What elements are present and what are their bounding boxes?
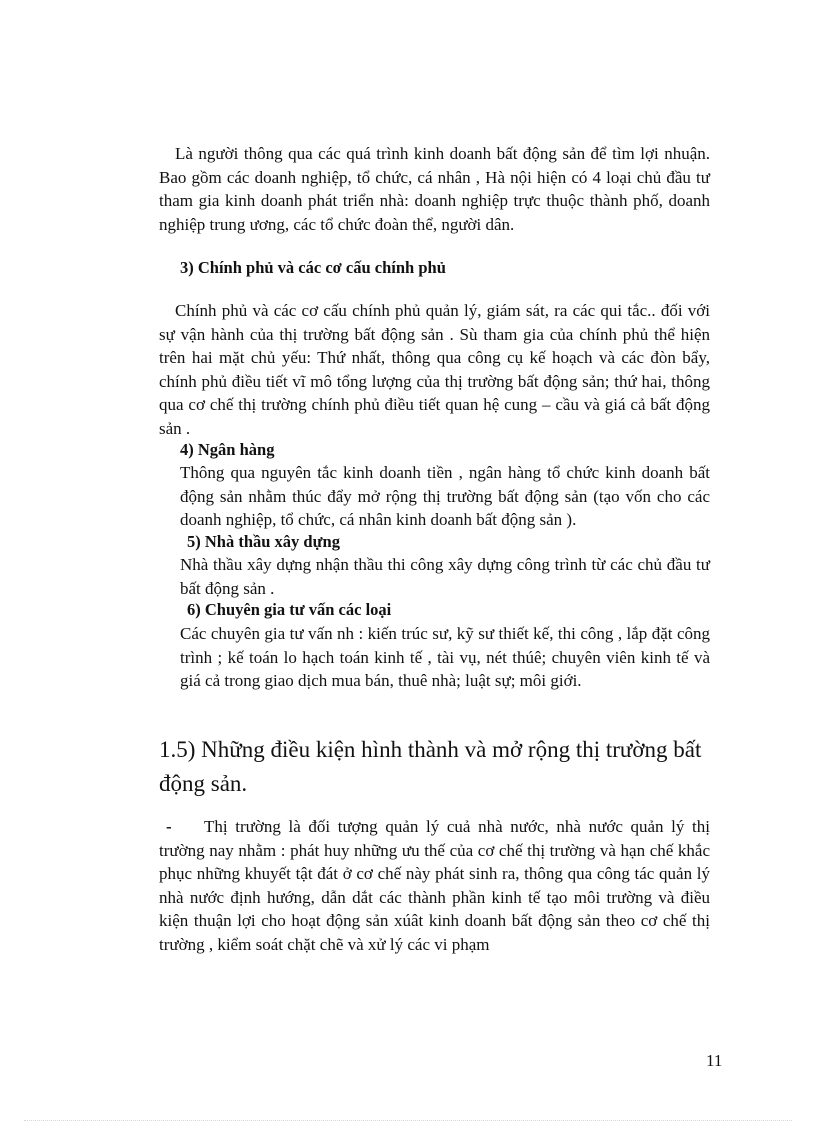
paragraph-contractor: Nhà thầu xây dựng nhận thầu thi công xây dựng công trình từ các chủ đầu tư bất động sản .: [180, 555, 710, 598]
page-number: 11: [706, 1051, 723, 1070]
paragraph-investors: Là người thông qua các quá trình kinh doanh bất động sản để tìm lợi nhuận. Bao gồm các doanh nghiệp, tổ chức, cá nhân , Hà nội hiện có 4 loại chủ đầu tư tham gia kinh doanh phát triển nhà: doanh nghiệp trực thuộc thành phố, doanh nghiệp trung ương, các tổ chức đoàn thể, người dân.: [159, 144, 710, 234]
paragraph-market-management: Thị trường là đối tượng quản lý cuả nhà nước, nhà nước quản lý thị trường nay nhằm : phát huy những ưu thế của cơ chế thị trường và hạn chế khắc phục những khuyết tật đát ở cơ chế này phát sinh ra, thông qua công tác quản lý nhà nước định hướng, dẫn dắt các thành phần kinh tế tạo môi trường và điều kiện thuận lợi cho hoạt động sản xúât kinh doanh bất động sản theo cơ chế thị trường , kiểm soát chặt chẽ và xử lý các vi phạm: [159, 817, 710, 954]
heading-government: 3) Chính phủ và các cơ cấu chính phủ: [180, 258, 446, 277]
page-bottom-rule: [24, 1120, 792, 1121]
heading-bank: 4) Ngân hàng: [180, 440, 275, 459]
paragraph-consultants: Các chuyên gia tư vấn nh : kiến trúc sư, kỹ sư thiết kế, thi công , lắp đặt công trình ; kế toán lo hạch toán kinh tế , tài vụ, nét thúê; chuyên viên kinh tế và giá cả trong giao dịch mua bán, thuê nhà; luật sự; môi giới.: [180, 624, 710, 690]
bullet-dash: -: [166, 817, 172, 836]
paragraph-bank: Thông qua nguyên tắc kinh doanh tiền , ngân hàng tổ chức kinh doanh bất động sản nhằm thúc đẩy mở rộng thị trường bất động sản (tạo vốn cho các doanh nghiệp, tổ chức, cá nhân kinh doanh bất động sản ).: [180, 463, 710, 529]
section-title: 1.5) Những điều kiện hình thành và mở rộng thị trường bất động sản.: [159, 737, 702, 796]
paragraph-government: Chính phủ và các cơ cấu chính phủ quản lý, giám sát, ra các qui tắc.. đối với sự vận hành của thị trường bất động sản . Sù tham gia của chính phủ thể hiện trên hai mặt chủ yếu: Thứ nhất, thông qua công cụ kế hoạch và các đòn bẩy, chính phủ điều tiết vĩ mô tổng lượng của thị trường bất động sản; thứ hai, thông qua cơ chế thị trường chính phủ điều tiết quan hệ cung – cầu và giá cả bất động sản .: [159, 301, 710, 438]
heading-contractor: 5) Nhà thầu xây dựng: [187, 532, 340, 551]
heading-consultants: 6) Chuyên gia tư vấn các loại: [187, 600, 392, 619]
